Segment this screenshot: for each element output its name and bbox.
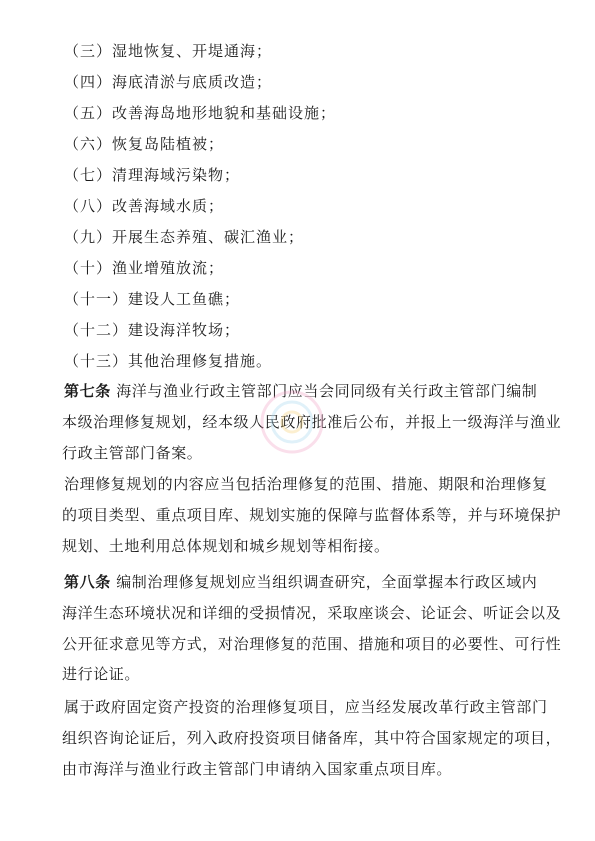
article-8-p2-line-1: 属于政府固定资产投资的治理修复项目，应当经发展改革行政主管部门	[64, 698, 548, 716]
article-7-line-3: 行政主管部门备案。	[62, 443, 203, 462]
list-item-4: （四）海底清淤与底质改造；	[64, 73, 273, 91]
article-8-heading: 第八条	[64, 573, 111, 591]
article-8-line-2: 海洋生态环境状况和详细的受损情况，采取座谈会、论证会、听证会以及	[62, 603, 562, 622]
article-8-paragraph-2	[64, 692, 566, 784]
article-8-p2-line-3: 由市海洋与渔业行政主管部门申请纳入国家重点项目库。	[62, 759, 453, 778]
article-7-p2-line-2: 的项目类型、重点项目库、规划实施的保障与监督体系等，并与环境保护	[62, 505, 562, 524]
list-item-7: （七）清理海域污染物；	[64, 166, 241, 184]
article-7-text-1: 海洋与渔业行政主管部门应当会同同级有关行政主管部门编制	[116, 382, 538, 400]
article-8	[64, 567, 566, 690]
article-8-p2-line-2: 组织咨询论证后，列入政府投资项目储备库，其中符合国家规定的项目，	[62, 728, 562, 747]
list-item-12: （十二）建设海洋牧场；	[64, 321, 241, 339]
article-7-p2-line-1: 治理修复规划的内容应当包括治理修复的范围、措施、期限和治理修复	[64, 475, 548, 493]
list-item-6: （六）恢复岛陆植被；	[64, 135, 225, 153]
article-7-p2-line-3: 规划、土地利用总体规划和城乡规划等相衔接。	[62, 536, 390, 555]
article-8-line-1	[64, 567, 566, 598]
list-item-3: （三）湿地恢复、开堤通海；	[64, 42, 273, 60]
list-item-13: （十三）其他治理修复措施。	[64, 352, 273, 370]
list-item-9: （九）开展生态养殖、碳汇渔业；	[64, 228, 305, 246]
article-7-line-2: 本级治理修复规划，经本级人民政府批准后公布，并报上一级海洋与渔业	[62, 412, 562, 431]
article-7-line-1	[64, 376, 566, 407]
list-item-11: （十一）建设人工鱼礁；	[64, 290, 241, 308]
article-8-text-1: 编制治理修复规划应当组织调查研究，全面掌握本行政区域内	[116, 573, 538, 591]
list-item-10: （十）渔业增殖放流；	[64, 259, 225, 277]
article-7-paragraph-2	[64, 469, 566, 561]
article-8-line-3: 公开征求意见等方式，对治理修复的范围、措施和项目的必要性、可行性	[62, 634, 562, 653]
article-7-heading: 第七条	[64, 382, 111, 400]
list-item-8: （八）改善海域水质；	[64, 197, 225, 215]
article-7	[64, 376, 566, 468]
article-8-line-4: 进行论证。	[62, 665, 141, 684]
list-item-5: （五）改善海岛地形地貌和基础设施；	[64, 104, 337, 122]
